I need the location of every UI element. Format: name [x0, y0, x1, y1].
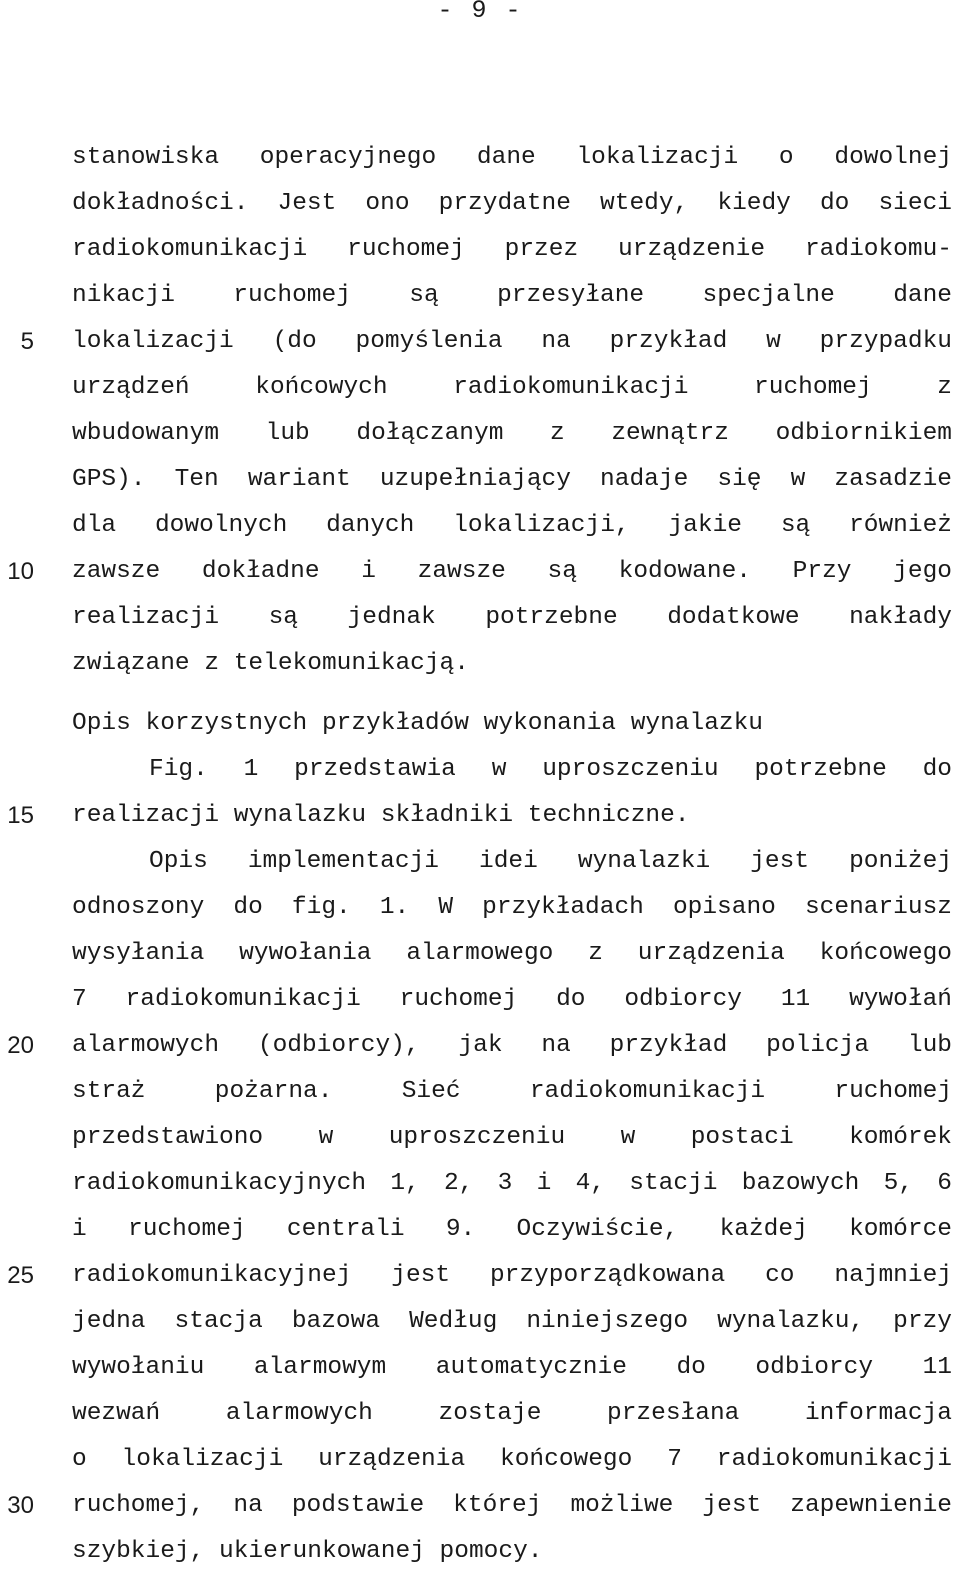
text-line: straż pożarna. Sieć radiokomunikacji ruchomej: [72, 1078, 952, 1105]
section-heading: Opis korzystnych przykładów wykonania wynalazku: [72, 710, 764, 737]
text-line: związane z telekomunikacją.: [72, 650, 469, 677]
text-line: dokładności. Jest ono przydatne wtedy, kiedy do sieci: [72, 190, 952, 217]
text-line: nikacji ruchomej są przesyłane specjalne dane: [72, 282, 952, 309]
page-number: - 9 -: [437, 0, 523, 25]
text-line: jedna stacja bazowa Według niniejszego wynalazku, przy: [72, 1308, 952, 1335]
margin-line-number: 30: [7, 1492, 34, 1519]
text-line: przedstawiono w uproszczeniu w postaci komórek: [72, 1124, 952, 1151]
text-line: GPS). Ten wariant uzupełniający nadaje się w zasadzie: [72, 466, 952, 493]
text-line: radiokomunikacyjnych 1, 2, 3 i 4, stacji bazowych 5, 6: [72, 1170, 952, 1197]
text-line: realizacji wynalazku składniki techniczne.: [72, 802, 690, 829]
margin-line-number: 15: [7, 802, 34, 829]
margin-line-number: 10: [7, 558, 34, 585]
text-line: szybkiej, ukierunkowanej pomocy.: [72, 1538, 543, 1565]
text-line: Fig. 1 przedstawia w uproszczeniu potrzebne do: [149, 756, 952, 783]
margin-line-number: 5: [20, 328, 34, 355]
text-line: alarmowych (odbiorcy), jak na przykład policja lub: [72, 1032, 952, 1059]
text-line: lokalizacji (do pomyślenia na przykład w przypadku: [72, 328, 952, 355]
text-line: ruchomej, na podstawie której możliwe jest zapewnienie: [72, 1492, 952, 1519]
text-line: radiokomunikacyjnej jest przyporządkowana co najmniej: [72, 1262, 952, 1289]
text-line: zawsze dokładne i zawsze są kodowane. Przy jego: [72, 558, 952, 585]
margin-line-number: 25: [7, 1262, 34, 1289]
text-line: realizacji są jednak potrzebne dodatkowe nakłady: [72, 604, 952, 631]
text-line: stanowiska operacyjnego dane lokalizacji o dowolnej: [72, 144, 952, 171]
text-line: wbudowanym lub dołączanym z zewnątrz odbiornikiem: [72, 420, 952, 447]
text-line: i ruchomej centrali 9. Oczywiście, każdej komórce: [72, 1216, 952, 1243]
text-line: o lokalizacji urządzenia końcowego 7 radiokomunikacji: [72, 1446, 952, 1473]
text-line: 7 radiokomunikacji ruchomej do odbiorcy 11 wywołań: [72, 986, 952, 1013]
text-line: Opis implementacji idei wynalazki jest poniżej: [149, 848, 952, 875]
text-line: odnoszony do fig. 1. W przykładach opisano scenariusz: [72, 894, 952, 921]
text-line: wywołaniu alarmowym automatycznie do odbiorcy 11: [72, 1354, 952, 1381]
text-line: wezwań alarmowych zostaje przesłana informacja: [72, 1400, 952, 1427]
text-line: radiokomunikacji ruchomej przez urządzenie radiokomu-: [72, 236, 952, 263]
text-line: urządzeń końcowych radiokomunikacji ruchomej z: [72, 374, 952, 401]
text-line: dla dowolnych danych lokalizacji, jakie są również: [72, 512, 952, 539]
margin-line-number: 20: [7, 1032, 34, 1059]
text-line: wysyłania wywołania alarmowego z urządzenia końcowego: [72, 940, 952, 967]
